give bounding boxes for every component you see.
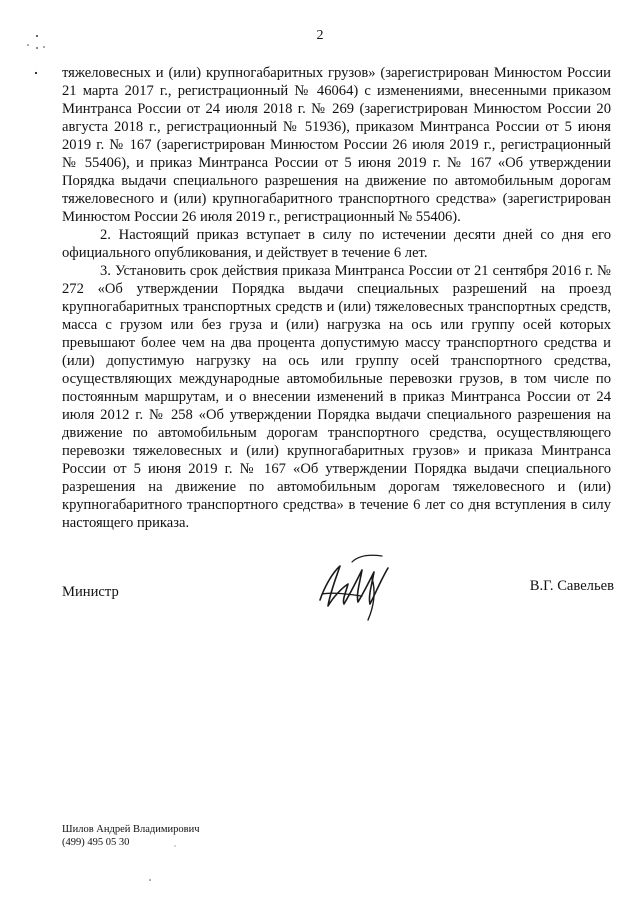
paragraph-continuation: тяжеловесных и (или) крупногабаритных грузов» (зарегистрирован Минюстом России 21 марта 2017 г., регистрационный № 46064) с изменениями, внесенными приказом Минтранса России от 24 июля 2018 г. № 269 (зарегистрирован Минюстом России 20 августа 2018 г., регистрационный № 51936), приказом Минтранса России от 5 июня 2019 г. № 167 (зарегистрирован Минюстом России 26 июля 2019 г., регистрационный № 55406), и приказ Минтранса России от 5 июня 2019 г. № 167 «Об утверждении Порядка выдачи специального разрешения на движение по автомобильным дорогам тяжеловесного и (или) крупногабаритного транспортного средства» (зарегистрирован Минюстом России 26 июля 2019 г., регистрационный № 55406).	[62, 65, 611, 225]
executor-phone: (499) 495 05 30	[62, 837, 130, 848]
document-body	[62, 64, 611, 532]
signature-block	[62, 548, 612, 638]
executor-info	[62, 823, 199, 849]
executor-name: Шилов Андрей Владимирович	[62, 824, 200, 835]
handwritten-signature	[312, 548, 402, 628]
paragraph-3: 3. Установить срок действия приказа Минтранса России от 21 сентября 2016 г. № 272 «Об утверждении Порядка выдачи специальных разрешений на проезд крупногабаритных транспортных средств и (или) тяжеловесных транспортных средств, масса с грузом или без груза и (или) нагрузка на ось или группу осей которых превышают более чем на два процента допустимую массу транспортного средства и (или) допустимую нагрузку на ось или группу осей транспортного средства, осуществляющих международные автомобильные перевозки грузов, в том числе по постоянным маршрутам, и о внесении изменений в приказ Минтранса России от 24 июля 2012 г. № 258 «Об утверждении Порядка выдачи специального разрешения на движение по автомобильным дорогам транспортного средства, осуществляющего перевозки тяжеловесных и (или) крупногабаритных грузов» и приказа Минтранса России от 5 июня 2019 г. № 167 «Об утверждении Порядка выдачи специального разрешения на движение по автомобильным дорогам тяжеловесного и (или) крупногабаритного транспортного средства» в течение 6 лет со дня вступления в силу настоящего приказа.	[62, 263, 611, 531]
paragraph-2: 2. Настоящий приказ вступает в силу по истечении десяти дней со дня его официального опубликования, и действует в течение 6 лет.	[62, 227, 611, 261]
signer-title: Министр	[62, 584, 119, 600]
page-number: 2	[316, 28, 324, 43]
signer-name: В.Г. Савельев	[529, 578, 614, 594]
